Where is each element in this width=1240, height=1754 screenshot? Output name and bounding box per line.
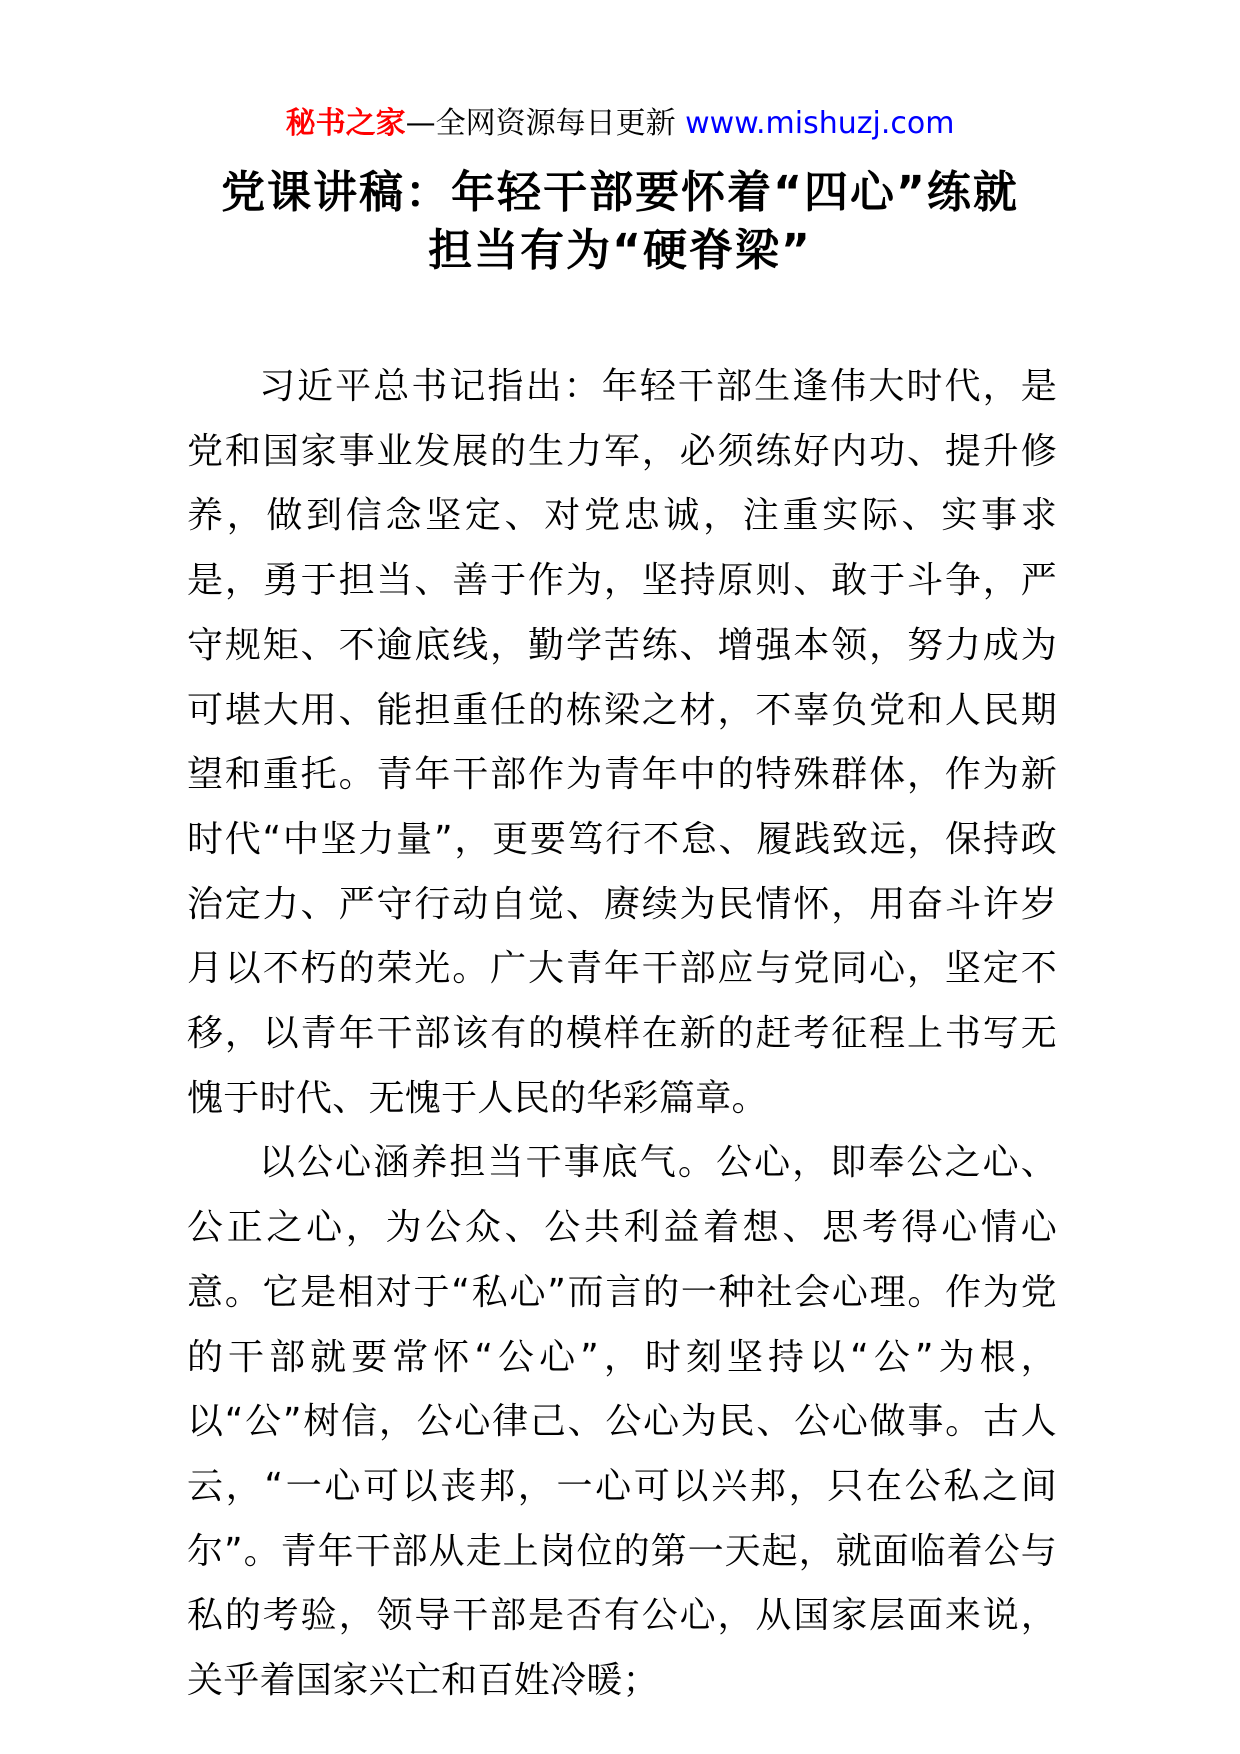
site-tagline: —全网资源每日更新 xyxy=(405,106,686,141)
document-title-line-2: 担当有为“硬脊梁” xyxy=(428,225,812,276)
site-header xyxy=(0,104,1240,144)
document-title-line-1: 党课讲稿：年轻干部要怀着“四心”练就 xyxy=(221,167,1019,218)
body-paragraph-1: 习近平总书记指出：年轻干部生逢伟大时代，是党和国家事业发展的生力军，必须练好内功、提升修养，做到信念坚定、对党忠诚，注重实际、实事求是，勇于担当、善于作为，坚持原则、敢于斗争，严守规矩、不逾底线，勤学苦练、增强本领，努力成为可堪大用、能担重任的栋梁之材，不辜负党和人民期望和重托。青年干部作为青年中的特殊群体，作为新时代“中坚力量”，更要笃行不怠、履践致远，保持政治定力、严守行动自觉、赓续为民情怀，用奋斗许岁月以不朽的荣光。广大青年干部应与党同心，坚定不移，以青年干部该有的模样在新的赶考征程上书写无愧于时代、无愧于人民的华彩篇章。 xyxy=(187,366,1057,1119)
document-title xyxy=(150,164,1090,280)
site-url-link[interactable]: www.mishuzj.com xyxy=(685,106,955,141)
document-body xyxy=(187,355,1057,1714)
site-name: 秘书之家 xyxy=(285,106,406,141)
body-paragraph-2: 以公心涵养担当干事底气。公心，即奉公之心、公正之心，为公众、公共利益着想、思考得心情心意。它是相对于“私心”而言的一种社会心理。作为党的干部就要常怀“公心”，时刻坚持以“公”为根，以“公”树信，公心律己、公心为民、公心做事。古人云，“一心可以丧邦，一心可以兴邦，只在公私之间尔”。青年干部从走上岗位的第一天起，就面临着公与私的考验，领导干部是否有公心，从国家层面来说，关乎着国家兴亡和百姓冷暖； xyxy=(187,1142,1057,1702)
